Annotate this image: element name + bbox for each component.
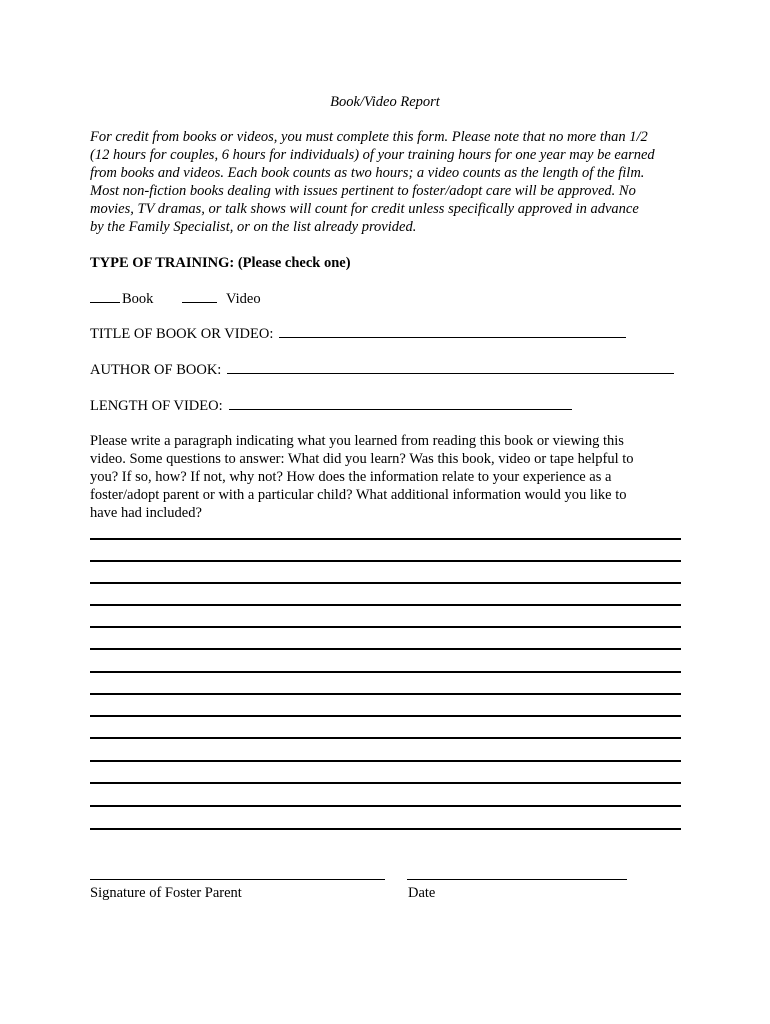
intro-line: For credit from books or videos, you must complete this form. Please note that no more than 1/2 bbox=[90, 129, 648, 145]
response-line[interactable] bbox=[90, 782, 681, 784]
signature-label: Signature of Foster Parent bbox=[90, 885, 242, 901]
author-field-label: AUTHOR OF BOOK: bbox=[90, 362, 222, 378]
title-input-line[interactable] bbox=[279, 325, 626, 338]
length-input-line[interactable] bbox=[229, 397, 572, 410]
book-checkbox-blank[interactable] bbox=[90, 290, 120, 303]
response-line[interactable] bbox=[90, 693, 681, 695]
page-title: Book/Video Report bbox=[330, 94, 440, 110]
book-option[interactable] bbox=[90, 290, 153, 308]
intro-line: by the Family Specialist, or on the list already provided. bbox=[90, 219, 417, 235]
author-input-line[interactable] bbox=[227, 361, 674, 374]
title-field-label: TITLE OF BOOK OR VIDEO: bbox=[90, 326, 274, 342]
video-checkbox-blank[interactable] bbox=[182, 290, 217, 303]
response-line[interactable] bbox=[90, 560, 681, 562]
response-line[interactable] bbox=[90, 538, 681, 540]
response-line[interactable] bbox=[90, 715, 681, 717]
video-option[interactable] bbox=[182, 290, 261, 308]
instructions-line: video. Some questions to answer: What did you learn? Was this book, video or tape helpful to bbox=[90, 451, 634, 467]
response-line[interactable] bbox=[90, 828, 681, 830]
response-line[interactable] bbox=[90, 626, 681, 628]
instructions-paragraph bbox=[90, 432, 690, 522]
response-line[interactable] bbox=[90, 805, 681, 807]
intro-line: movies, TV dramas, or talk shows will count for credit unless specifically approved in advance bbox=[90, 201, 639, 217]
video-option-label: Video bbox=[226, 291, 261, 307]
response-line[interactable] bbox=[90, 604, 681, 606]
intro-line: from books and videos. Each book counts as two hours; a video counts as the length of the film. bbox=[90, 165, 645, 181]
title-field bbox=[90, 325, 626, 343]
length-field bbox=[90, 397, 572, 415]
date-line[interactable] bbox=[407, 879, 627, 880]
book-option-label: Book bbox=[122, 291, 154, 307]
response-line[interactable] bbox=[90, 760, 681, 762]
response-line[interactable] bbox=[90, 671, 681, 673]
instructions-line: have had included? bbox=[90, 505, 202, 521]
response-line[interactable] bbox=[90, 582, 681, 584]
intro-line: (12 hours for couples, 6 hours for individuals) of your training hours for one year may be earned bbox=[90, 147, 655, 163]
response-line[interactable] bbox=[90, 648, 681, 650]
intro-line: Most non-fiction books dealing with issues pertinent to foster/adopt care will be approved. No bbox=[90, 183, 636, 199]
signature-line[interactable] bbox=[90, 879, 385, 880]
instructions-line: foster/adopt parent or with a particular child? What additional information would you like to bbox=[90, 487, 627, 503]
length-field-label: LENGTH OF VIDEO: bbox=[90, 398, 223, 414]
instructions-line: you? If so, how? If not, why not? How does the information relate to your experience as a bbox=[90, 469, 612, 485]
instructions-line: Please write a paragraph indicating what you learned from reading this book or viewing this bbox=[90, 433, 624, 449]
date-label: Date bbox=[408, 885, 436, 901]
author-field bbox=[90, 361, 674, 379]
training-type-heading: TYPE OF TRAINING: (Please check one) bbox=[90, 255, 351, 271]
response-line[interactable] bbox=[90, 737, 681, 739]
intro-paragraph bbox=[90, 128, 690, 236]
